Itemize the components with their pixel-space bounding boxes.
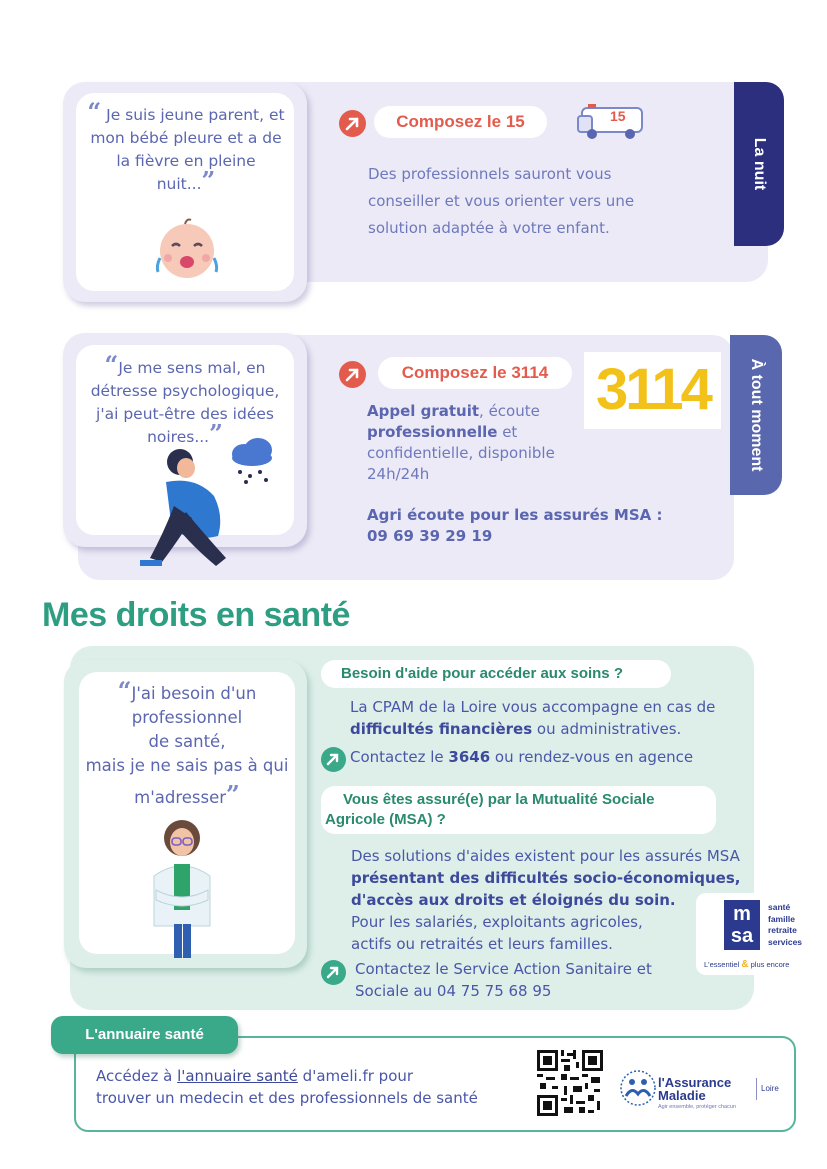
arrow-right-icon xyxy=(321,960,346,985)
close-quote-icon: ” xyxy=(201,166,216,195)
page-section-title: Mes droits en santé xyxy=(42,596,350,634)
doctor-illustration xyxy=(146,818,218,958)
msa-agri-ecoute: Agri écoute pour les assurés MSA : 09 69 39 29 19 xyxy=(367,506,663,545)
night-quote-text: Je suis jeune parent, et mon bébé pleure et a de la fièvre en pleine nuit... xyxy=(90,106,285,193)
close-quote-icon: ” xyxy=(226,780,240,809)
msa-logo-mark: m sa xyxy=(724,900,760,950)
call-15-label[interactable]: Composez le 15 xyxy=(374,106,547,138)
logo-divider xyxy=(756,1078,757,1100)
msa-logo-words: santé famille retraite services xyxy=(768,902,803,947)
side-tab-anytime-label: À tout moment xyxy=(748,358,765,472)
call-3114-label[interactable]: Composez le 3114 xyxy=(378,357,572,389)
q1-title: Besoin d'aide pour accéder aux soins ? xyxy=(321,660,671,688)
rights-quote: “J'ai besoin d'un professionnel de santé, mais je ne sais pas à qui m'adresser” xyxy=(85,676,289,809)
arrow-right-icon xyxy=(321,747,346,772)
assurance-maladie-logo xyxy=(618,1066,788,1114)
q2-contact[interactable]: Contactez le Service Action Sanitaire et Sociale au 04 75 75 68 95 xyxy=(355,960,652,1000)
q1-text: La CPAM de la Loire vous accompagne en cas de difficultés financières ou administratives. xyxy=(350,698,716,738)
free-call-text: Appel gratuit xyxy=(367,402,480,420)
close-quote-icon: ” xyxy=(209,419,223,448)
assurance-maladie-name: l'Assurance Maladie xyxy=(658,1075,732,1103)
arrow-right-icon xyxy=(339,361,366,388)
professional-text: professionnelle xyxy=(367,423,498,441)
q2-title: Vous êtes assuré(e) par la Mutualité Sociale Agricole (MSA) ? xyxy=(321,786,716,834)
arrow-right-icon xyxy=(339,110,366,137)
open-quote-icon: “ xyxy=(117,676,132,705)
ambulance-icon xyxy=(576,104,646,140)
q1-contact[interactable]: Contactez le 3646 ou rendez-vous en agence xyxy=(350,748,694,766)
assurance-maladie-emblem-icon xyxy=(618,1068,658,1108)
annuaire-text: Accédez à l'annuaire santé d'ameli.fr pour trouver un medecin et des professionnels de santé xyxy=(96,1067,478,1107)
annuaire-link[interactable]: l'annuaire santé xyxy=(177,1067,298,1085)
crying-baby-icon xyxy=(150,218,224,282)
msa-logo xyxy=(696,893,812,975)
msa-logo-tagline: L'essentiel & plus encore xyxy=(704,959,790,970)
assurance-maladie-tagline: Agir ensemble, protéger chacun xyxy=(658,1104,736,1110)
side-tab-night xyxy=(734,82,784,246)
logo-3114-number: 3114 xyxy=(596,357,710,422)
night-quote xyxy=(86,97,286,196)
logo-3114 xyxy=(584,352,721,429)
q2-text: Des solutions d'aides existent pour les assurés MSA présentant des difficultés socio-économiques, d'accès aux droits et éloignés du soin. Pour les salariés, exploitants agricoles, actifs ou retraités et leurs familles. xyxy=(351,847,741,953)
anytime-description: Appel gratuit, écoute professionnelle et confidentielle, disponible 24h/24h xyxy=(367,402,555,483)
side-tab-night-label: La nuit xyxy=(751,137,768,191)
night-description: Des professionnels sauront vous conseiller et vous orienter vers une solution adaptée à votre enfant. xyxy=(368,165,635,237)
assurance-maladie-region: Loire xyxy=(761,1084,779,1093)
sad-person-illustration xyxy=(136,446,236,570)
ambulance-number: 15 xyxy=(610,108,626,124)
anytime-quote-text: Je me sens mal, en détresse psychologique, j'ai peut-être des idées noires... xyxy=(90,359,280,446)
open-quote-icon: “ xyxy=(87,97,102,126)
qr-code[interactable] xyxy=(537,1050,603,1116)
side-tab-anytime xyxy=(730,335,782,495)
open-quote-icon: “ xyxy=(104,350,119,379)
annuaire-tab: L'annuaire santé xyxy=(51,1016,238,1054)
